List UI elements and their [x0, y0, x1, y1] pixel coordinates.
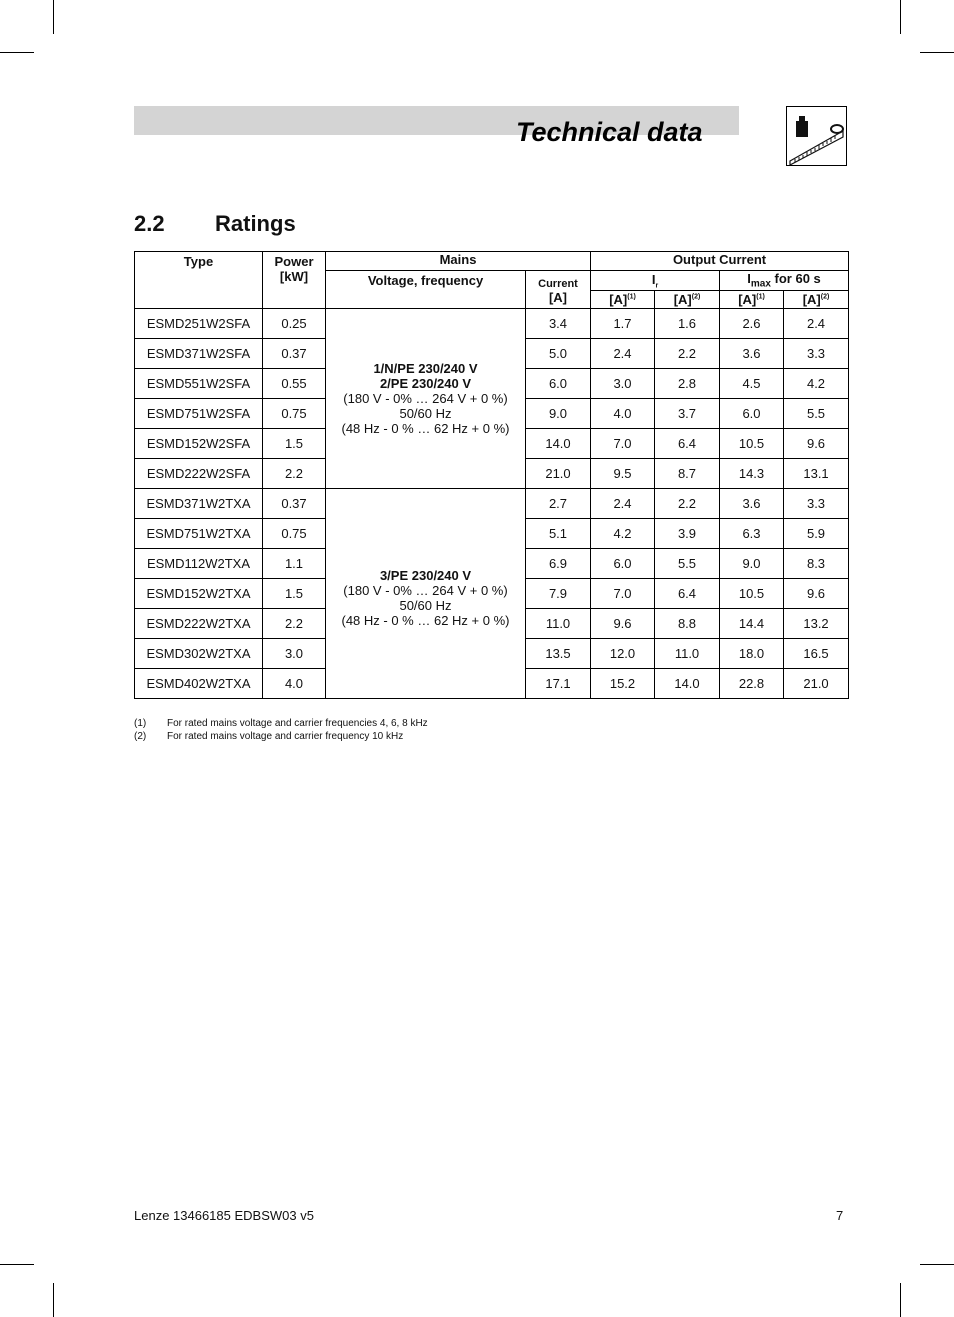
- crop-mark: [900, 1283, 901, 1317]
- cell-mains-voltage-frequency: [326, 309, 526, 489]
- cell-type: ESMD551W2SFA: [135, 369, 263, 399]
- cell-imax-1: 6.3: [720, 519, 784, 549]
- section-number: 2.2: [134, 211, 165, 236]
- cell-mains-voltage-frequency: [326, 489, 526, 699]
- cell-type: ESMD152W2TXA: [135, 579, 263, 609]
- header-ir: [591, 271, 720, 291]
- page-title: Technical data: [516, 117, 703, 147]
- footer-doc-id: Lenze 13466185 EDBSW03 v5: [134, 1208, 314, 1223]
- footnote-ref: (2): [691, 293, 701, 301]
- cell-ir-2: 14.0: [655, 669, 720, 699]
- crop-mark: [53, 0, 54, 34]
- cell-ir-1: 7.0: [591, 429, 655, 459]
- header-mains: Mains: [326, 252, 591, 271]
- cell-power: 2.2: [263, 459, 326, 489]
- cell-imax-2: 4.2: [784, 369, 849, 399]
- cell-imax-2: 3.3: [784, 339, 849, 369]
- cell-imax-1: 2.6: [720, 309, 784, 339]
- cell-imax-1: 10.5: [720, 579, 784, 609]
- cell-ir-2: 1.6: [655, 309, 720, 339]
- cell-type: ESMD402W2TXA: [135, 669, 263, 699]
- cell-ir-1: 2.4: [591, 339, 655, 369]
- cell-imax-2: 8.3: [784, 549, 849, 579]
- cell-ir-2: 3.7: [655, 399, 720, 429]
- cell-ir-2: 2.2: [655, 489, 720, 519]
- page-number: 7: [836, 1208, 844, 1223]
- footnotes: [134, 717, 428, 743]
- crop-mark: [920, 1264, 954, 1265]
- cell-ir-1: 9.5: [591, 459, 655, 489]
- mains-line: (180 V - 0% … 264 V + 0 %): [343, 391, 508, 406]
- table-row: [135, 309, 849, 339]
- cell-imax-2: 13.2: [784, 609, 849, 639]
- crop-mark: [53, 1283, 54, 1317]
- unit-header: [591, 291, 655, 309]
- crop-mark: [0, 1264, 34, 1265]
- cell-imax-2: 9.6: [784, 579, 849, 609]
- cell-ir-2: 3.9: [655, 519, 720, 549]
- header-current: [526, 271, 591, 309]
- cell-ir-2: 2.2: [655, 339, 720, 369]
- footnote-number: (1): [134, 718, 147, 729]
- cell-type: ESMD251W2SFA: [135, 309, 263, 339]
- cell-imax-1: 3.6: [720, 489, 784, 519]
- cell-mains-current: 2.7: [526, 489, 591, 519]
- ratings-table: [134, 251, 849, 699]
- cell-ir-1: 6.0: [591, 549, 655, 579]
- cell-type: ESMD751W2TXA: [135, 519, 263, 549]
- cell-power: 0.75: [263, 399, 326, 429]
- cell-type: ESMD222W2TXA: [135, 609, 263, 639]
- cell-imax-2: 2.4: [784, 309, 849, 339]
- mains-line: 3/PE 230/240 V: [379, 567, 472, 583]
- cell-imax-1: 18.0: [720, 639, 784, 669]
- imax-symbol: I: [747, 271, 751, 287]
- cell-power: 1.1: [263, 549, 326, 579]
- section-title: Ratings: [215, 211, 296, 236]
- cell-mains-current: 11.0: [526, 609, 591, 639]
- unit-label: [A]: [609, 292, 628, 307]
- footnote-ref: (1): [627, 293, 636, 301]
- crop-mark: [900, 0, 901, 34]
- cell-mains-current: 9.0: [526, 399, 591, 429]
- mains-line: 50/60 Hz: [399, 406, 452, 421]
- cell-ir-2: 8.8: [655, 609, 720, 639]
- cell-imax-1: 14.4: [720, 609, 784, 639]
- cell-mains-current: 5.1: [526, 519, 591, 549]
- cell-power: 0.25: [263, 309, 326, 339]
- cell-power: 0.55: [263, 369, 326, 399]
- cell-type: ESMD152W2SFA: [135, 429, 263, 459]
- cell-ir-2: 6.4: [655, 429, 720, 459]
- footnote-text: For rated mains voltage and carrier frequencies 4, 6, 8 kHz: [167, 718, 428, 729]
- header-power-label: Power: [274, 254, 314, 269]
- cell-imax-1: 9.0: [720, 549, 784, 579]
- cell-ir-1: 12.0: [591, 639, 655, 669]
- cell-type: ESMD371W2SFA: [135, 339, 263, 369]
- footnote-text: For rated mains voltage and carrier frequency 10 kHz: [167, 731, 404, 742]
- footnote-number: (2): [134, 731, 147, 742]
- scale-measure-icon: [786, 106, 847, 166]
- cell-mains-current: 6.9: [526, 549, 591, 579]
- cell-ir-1: 2.4: [591, 489, 655, 519]
- unit-header: [720, 291, 784, 309]
- cell-imax-1: 4.5: [720, 369, 784, 399]
- mains-line: 2/PE 230/240 V: [379, 376, 472, 391]
- cell-power: 0.37: [263, 339, 326, 369]
- header-current-unit: [A]: [548, 289, 568, 305]
- cell-ir-2: 6.4: [655, 579, 720, 609]
- cell-ir-2: 11.0: [655, 639, 720, 669]
- unit-label: [A]: [802, 292, 821, 307]
- header-power: [263, 252, 326, 309]
- unit-header: [784, 291, 849, 309]
- cell-mains-current: 14.0: [526, 429, 591, 459]
- unit-label: [A]: [738, 292, 757, 307]
- cell-ir-1: 4.0: [591, 399, 655, 429]
- cell-imax-1: 10.5: [720, 429, 784, 459]
- cell-ir-1: 15.2: [591, 669, 655, 699]
- mains-line: (48 Hz - 0 % … 62 Hz + 0 %): [341, 421, 510, 436]
- cell-power: 0.75: [263, 519, 326, 549]
- cell-ir-1: 4.2: [591, 519, 655, 549]
- header-power-unit: [kW]: [279, 269, 309, 284]
- cell-ir-1: 1.7: [591, 309, 655, 339]
- cell-power: 0.37: [263, 489, 326, 519]
- cell-power: 1.5: [263, 429, 326, 459]
- cell-ir-2: 2.8: [655, 369, 720, 399]
- cell-type: ESMD302W2TXA: [135, 639, 263, 669]
- footnote-ref: (1): [756, 293, 765, 301]
- cell-ir-1: 9.6: [591, 609, 655, 639]
- footnote: [134, 730, 428, 743]
- cell-power: 1.5: [263, 579, 326, 609]
- imax-sub: max: [750, 278, 771, 290]
- cell-ir-2: 8.7: [655, 459, 720, 489]
- mains-line: 1/N/PE 230/240 V: [373, 361, 478, 376]
- cell-imax-2: 13.1: [784, 459, 849, 489]
- crop-mark: [0, 52, 34, 53]
- cell-type: ESMD371W2TXA: [135, 489, 263, 519]
- cell-power: 4.0: [263, 669, 326, 699]
- crop-mark: [920, 52, 954, 53]
- cell-mains-current: 17.1: [526, 669, 591, 699]
- header-output-current: Output Current: [591, 252, 849, 271]
- cell-imax-1: 3.6: [720, 339, 784, 369]
- unit-label: [A]: [673, 292, 692, 307]
- footnote: [134, 717, 428, 730]
- cell-imax-2: 9.6: [784, 429, 849, 459]
- cell-imax-1: 14.3: [720, 459, 784, 489]
- cell-mains-current: 21.0: [526, 459, 591, 489]
- cell-power: 3.0: [263, 639, 326, 669]
- imax-suffix: for 60 s: [770, 271, 821, 287]
- header-current-label: Current: [538, 277, 578, 290]
- cell-imax-2: 21.0: [784, 669, 849, 699]
- ir-sub: r: [655, 282, 659, 290]
- cell-imax-1: 22.8: [720, 669, 784, 699]
- cell-imax-2: 3.3: [784, 489, 849, 519]
- ratings-table-body: [135, 309, 849, 699]
- mains-line: (48 Hz - 0 % … 62 Hz + 0 %): [341, 612, 510, 628]
- header-imax: [720, 271, 849, 291]
- header-voltage-frequency: Voltage, frequency: [326, 271, 526, 309]
- ir-symbol: I: [651, 271, 656, 287]
- cell-mains-current: 5.0: [526, 339, 591, 369]
- cell-ir-1: 3.0: [591, 369, 655, 399]
- mains-line: (180 V - 0% … 264 V + 0 %): [343, 582, 508, 598]
- mains-line: 50/60 Hz: [399, 597, 452, 613]
- table-row: [135, 489, 849, 519]
- cell-imax-2: 5.9: [784, 519, 849, 549]
- cell-mains-current: 7.9: [526, 579, 591, 609]
- cell-type: ESMD751W2SFA: [135, 399, 263, 429]
- cell-imax-1: 6.0: [720, 399, 784, 429]
- cell-type: ESMD222W2SFA: [135, 459, 263, 489]
- cell-mains-current: 3.4: [526, 309, 591, 339]
- cell-type: ESMD112W2TXA: [135, 549, 263, 579]
- cell-mains-current: 13.5: [526, 639, 591, 669]
- cell-imax-2: 5.5: [784, 399, 849, 429]
- cell-ir-1: 7.0: [591, 579, 655, 609]
- cell-mains-current: 6.0: [526, 369, 591, 399]
- cell-power: 2.2: [263, 609, 326, 639]
- unit-header: [655, 291, 720, 309]
- cell-ir-2: 5.5: [655, 549, 720, 579]
- footnote-ref: (2): [820, 293, 830, 301]
- cell-imax-2: 16.5: [784, 639, 849, 669]
- header-type: Type: [135, 252, 263, 309]
